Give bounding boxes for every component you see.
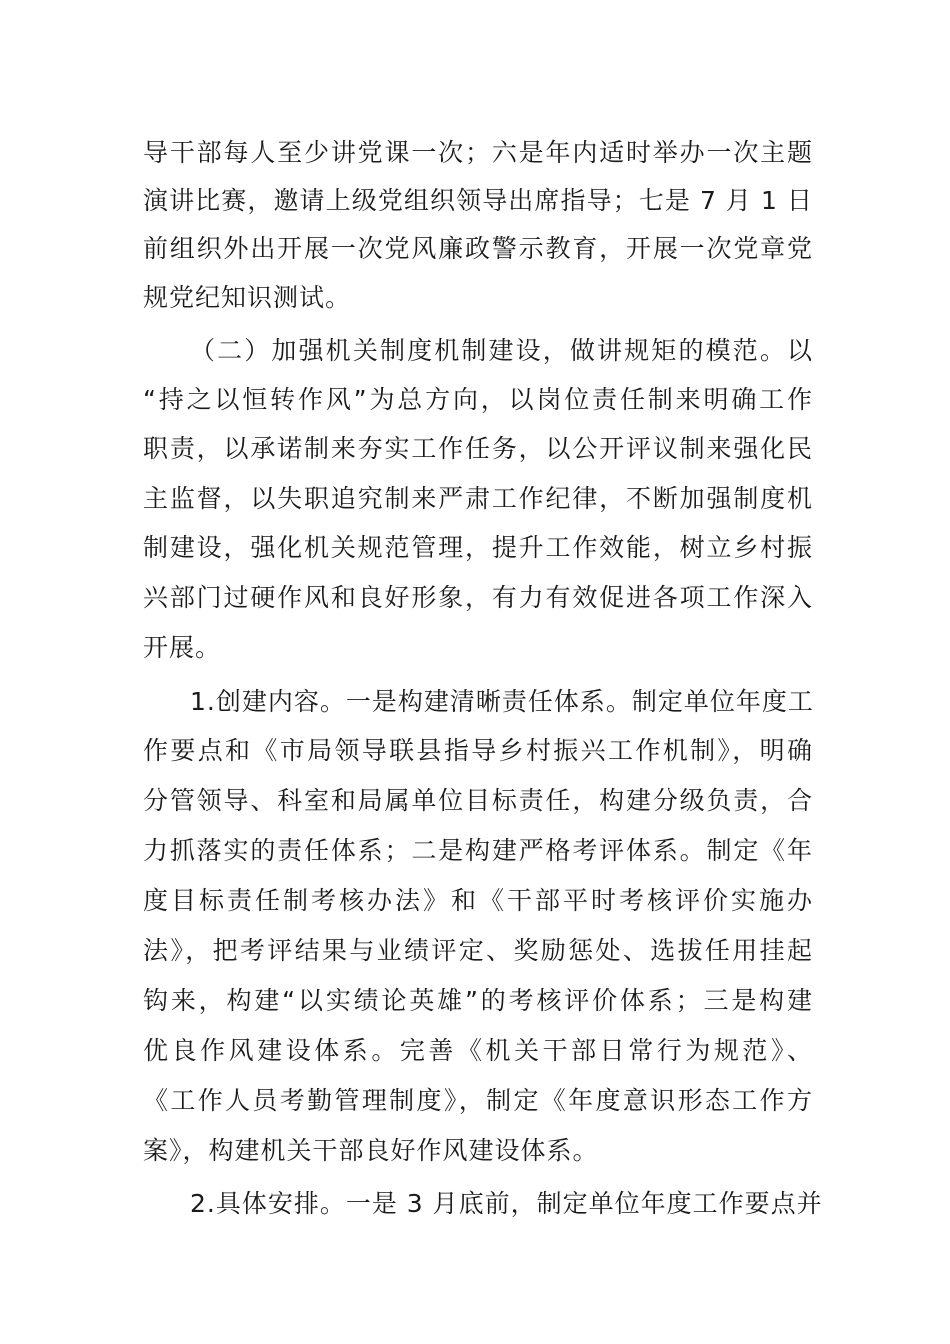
text-line: 开展。	[143, 633, 222, 662]
text-line: 法》，把考评结果与业绩评定、奖励惩处、选拔任用挂起	[143, 936, 813, 965]
text-line: 兴部门过硬作风和良好形象，有力有效促进各项工作深入	[143, 583, 813, 612]
text-line: 力抓落实的责任体系；二是构建严格考评体系。制定《年	[143, 836, 813, 865]
text-line: “持之以恒转作风”为总方向，以岗位责任制来明确工作	[143, 385, 813, 414]
text-line: 主监督，以失职追究制来严肃工作纪律，不断加强制度机	[143, 484, 813, 513]
section-heading-line: （二）加强机关制度机制建设，做讲规矩的模范。以	[190, 336, 813, 365]
text-line: 优良作风建设体系。完善《机关干部日常行为规范》、	[143, 1036, 813, 1065]
text-line: 制建设，强化机关规范管理，提升工作效能，树立乡村振	[143, 533, 813, 562]
text-line: 作要点和《市局领导联县指导乡村振兴工作机制》，明确	[143, 736, 813, 765]
text-line: 职责，以承诺制来夯实工作任务，以公开评议制来强化民	[143, 434, 813, 463]
text-line: 钩来，构建“以实绩论英雄”的考核评价体系；三是构建	[143, 986, 813, 1015]
text-line: 度目标责任制考核办法》和《干部平时考核评价实施办	[143, 886, 813, 915]
subsection-line: 2.具体安排。一是 3 月底前，制定单位年度工作要点并	[190, 1189, 823, 1218]
text-line: 导干部每人至少讲党课一次；六是年内适时举办一次主题	[143, 138, 813, 167]
subsection-line: 1.创建内容。一是构建清晰责任体系。制定单位年度工	[190, 687, 814, 716]
text-line: 前组织外出开展一次党风廉政警示教育，开展一次党章党	[143, 234, 813, 263]
text-line: 分管领导、科室和局属单位目标责任，构建分级负责，合	[143, 786, 813, 815]
text-line: 演讲比赛，邀请上级党组织领导出席指导；七是 7 月 1 日	[143, 186, 813, 215]
text-line: 《工作人员考勤管理制度》，制定《年度意识形态工作方	[143, 1086, 813, 1115]
text-line: 规党纪知识测试。	[143, 283, 352, 312]
text-line: 案》，构建机关干部良好作风建设体系。	[143, 1136, 599, 1165]
